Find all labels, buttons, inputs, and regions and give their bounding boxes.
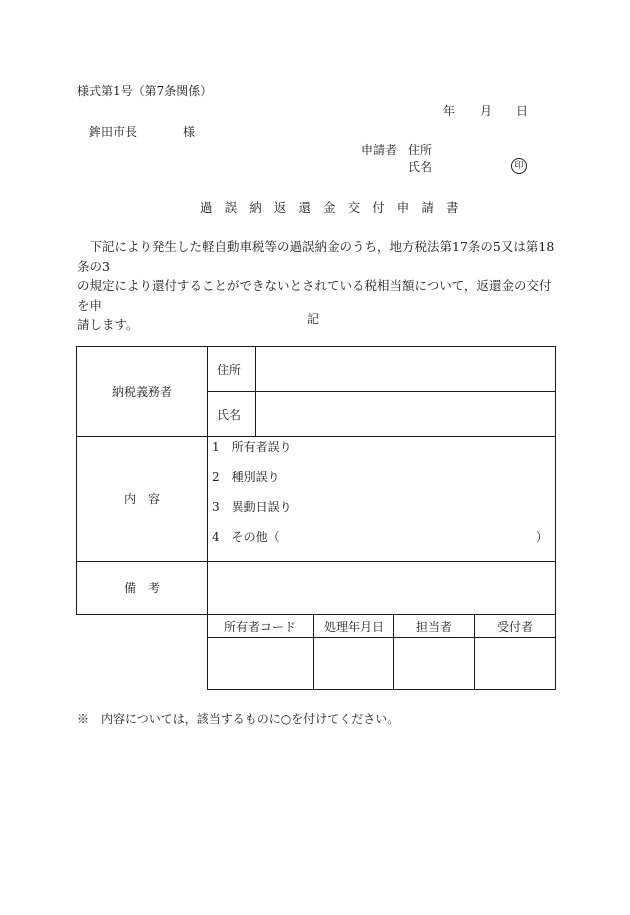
addressee-name: 鉾田市長 <box>89 125 138 139</box>
content-label: 内 容 <box>124 492 161 506</box>
date-month-label: 月 <box>480 104 493 118</box>
document-title-text: 過誤納返還金交付申請書 <box>200 200 471 215</box>
seal-mark: 印 <box>511 158 527 174</box>
ki-heading: 記 <box>307 312 320 326</box>
body-line-3: 請します。 <box>77 317 139 332</box>
form-number: 様式第1号（第7条関係） <box>77 84 213 98</box>
content-item-4: 4 その他（ <box>212 530 280 544</box>
applicant-name-label: 氏名 <box>408 160 433 174</box>
date-day-label: 日 <box>516 104 529 118</box>
remarks-label: 備 考 <box>124 581 161 595</box>
date-year-label: 年 <box>443 104 456 118</box>
content-item-2: 2 種別誤り <box>212 470 280 484</box>
office-header-processing-date: 処理年月日 <box>324 620 385 634</box>
content-item-1: 1 所有者誤り <box>212 440 292 454</box>
body-line-2: の規定により還付することができないとされている税相当額について，返還金の交付を申 <box>77 278 552 313</box>
content-item-3: 3 異動日誤り <box>212 500 292 514</box>
addressee-honorific: 様 <box>183 125 196 139</box>
office-header-staff: 担当者 <box>416 620 453 634</box>
footnote: ※ 内容については，該当するものに○を付けてください。 <box>77 712 400 726</box>
office-header-receiver: 受付者 <box>497 620 534 634</box>
taxpayer-address-field[interactable] <box>253 352 553 388</box>
taxpayer-label: 納税義務者 <box>112 385 173 399</box>
document-title <box>200 202 471 215</box>
applicant-address-label: 住所 <box>408 143 433 157</box>
content-item-4-close: ） <box>536 530 549 544</box>
taxpayer-name-label: 氏名 <box>217 408 242 422</box>
body-line-1: 下記により発生した軽自動車税等の過誤納金のうち，地方税法第17条の5又は第18条の3 <box>77 239 555 274</box>
office-header-owner-code: 所有者コード <box>224 620 297 634</box>
applicant-label: 申請者 <box>361 143 398 157</box>
taxpayer-address-label: 住所 <box>217 363 242 377</box>
taxpayer-name-field[interactable] <box>257 394 553 434</box>
remarks-field[interactable] <box>210 565 552 609</box>
